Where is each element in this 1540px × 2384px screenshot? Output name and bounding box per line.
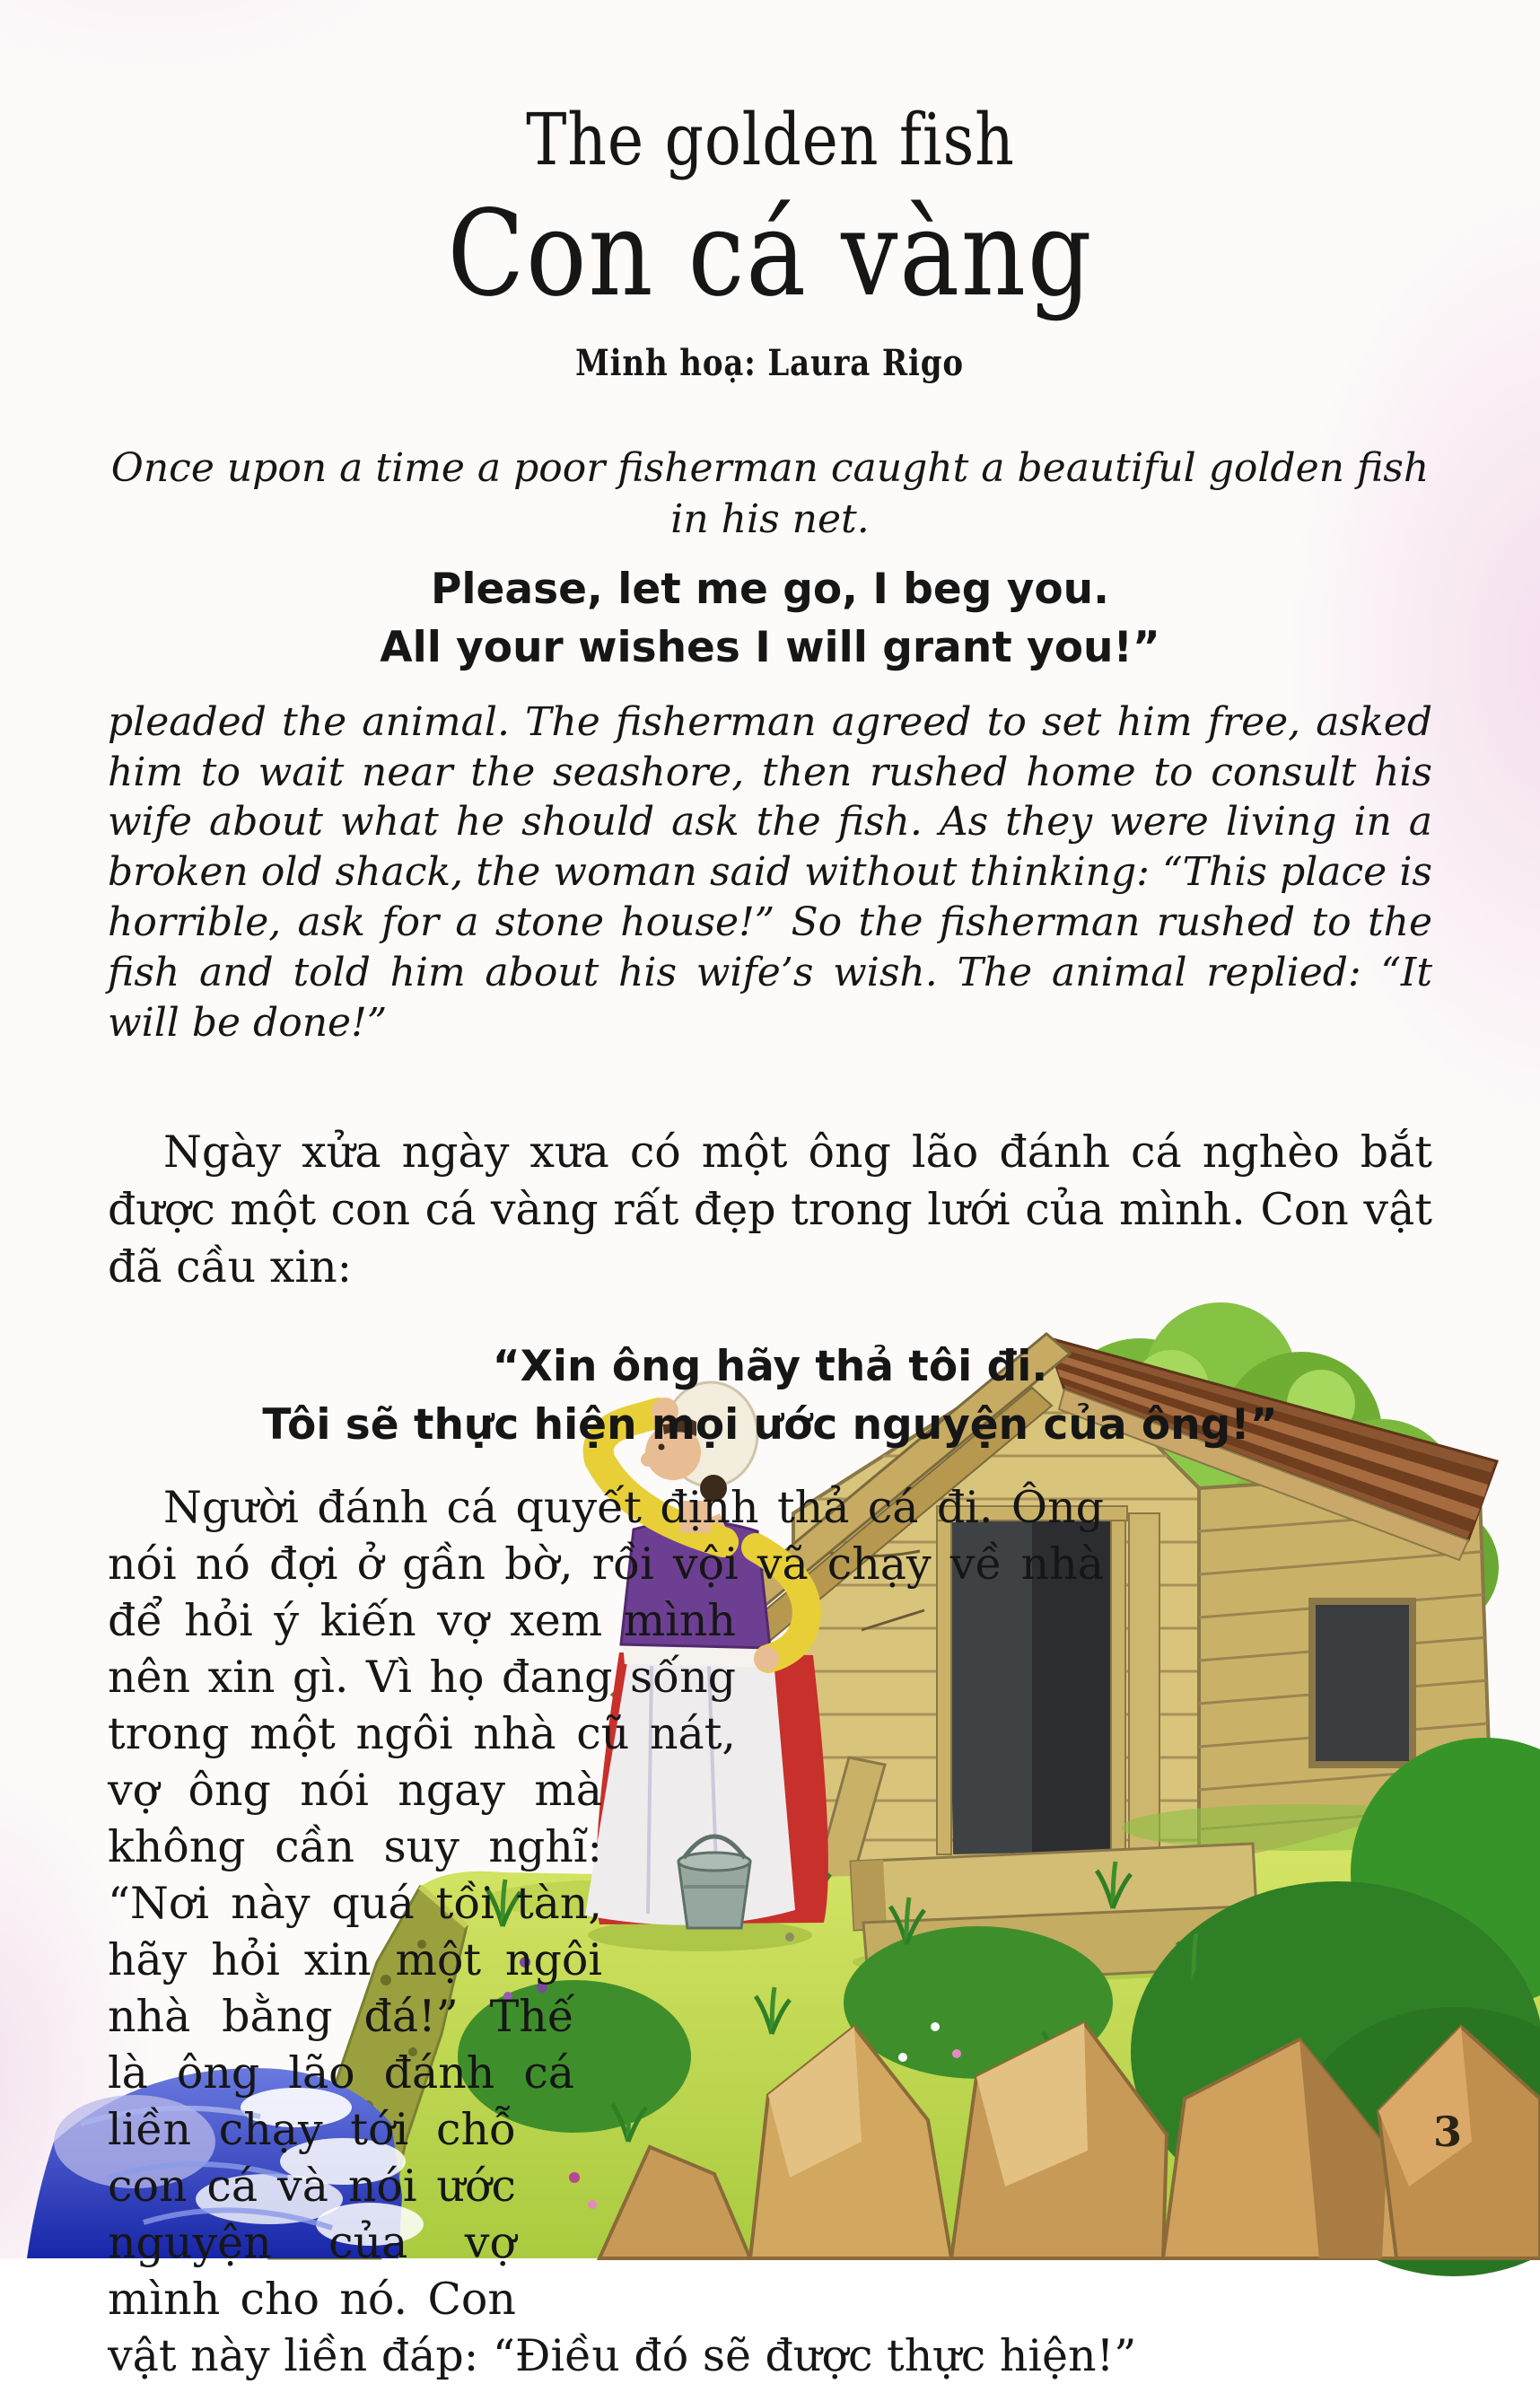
english-fish-quote-line2: All your wishes I will grant you!” (380, 622, 1160, 672)
vietnamese-body-paragraph: Người đánh cá quyết định thả cá đi. Ông nói nó đợi ở gần bờ, rồi vội vã chạy về nhà để hỏi ý kiến vợ xem mình nên xin gì. Vì họ đang sống trong một ngôi nhà cũ nát, vợ ông nói ngay mà không cần suy nghĩ: “Nơi này quá tồi tàn, hãy hỏi xin một ngôi nhà bằng đá!” Thế là ông lão đánh cá liền chạy tới chỗ con cá và nói ước nguyện của vợ mình cho nó. Con vật này liền đáp: “Điều đó sẽ được thực hiện!” (108, 1479, 1432, 2384)
page-number: 3 (1432, 2108, 1462, 2156)
english-fish-quote-line1: Please, let me go, I beg you. (430, 564, 1110, 614)
page-title-vietnamese: Con cá vàng (447, 185, 1093, 323)
vietnamese-fish-quote (108, 1337, 1432, 1454)
english-body-paragraph: pleaded the animal. The fisherman agreed to set him free, asked him to wait near the seashore, then rushed home to consult his wife about what he should ask the fish. As they were living in a broken old shack, the woman said without thinking: “This place is horrible, ask for a stone house!” So the fisherman rushed to the fish and told him about his wife’s wish. The animal replied: “It will be done!” (108, 698, 1432, 1046)
illustrator-byline: Minh hoạ: Laura Rigo (575, 341, 965, 384)
vietnamese-intro-paragraph: Ngày xửa ngày xưa có một ông lão đánh cá nghèo bắt được một con cá vàng rất đẹp trong lưới của mình. Con vật đã cầu xin: (108, 1126, 1432, 1293)
page-title-english: The golden fish (525, 98, 1015, 181)
vietnamese-fish-quote-line1: “Xin ông hãy thả tôi đi. (492, 1341, 1048, 1391)
english-intro-line: Once upon a time a poor fisherman caught a beautiful golden fish in his net. (110, 444, 1430, 542)
vietnamese-fish-quote-line2: Tôi sẽ thực hiện mọi ước nguyện của ông!” (262, 1399, 1278, 1450)
english-fish-quote (108, 561, 1432, 678)
